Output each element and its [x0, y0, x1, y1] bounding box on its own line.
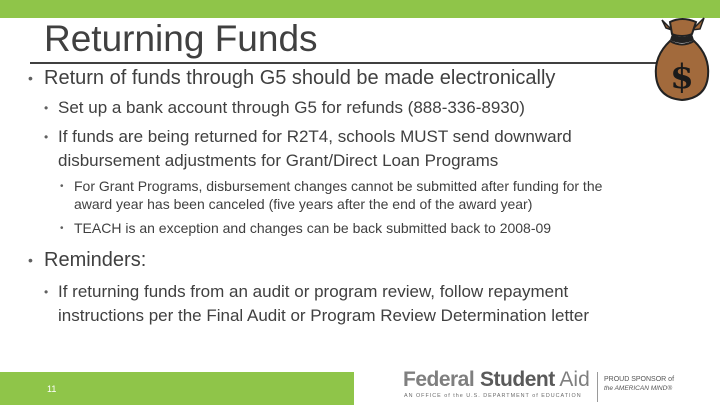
bullet-l2 — [44, 281, 569, 303]
bullet-dot: • — [60, 181, 64, 192]
sponsor-line: the AMERICAN MIND® — [604, 385, 673, 392]
svg-text:$: $ — [670, 57, 694, 97]
bullet-text: instructions per the Final Audit or Program Review Determination letter — [58, 306, 590, 325]
logo-divider — [597, 372, 598, 402]
logo-word: Student — [480, 368, 555, 391]
bullet-text: Reminders: — [44, 249, 147, 271]
money-bag-icon — [652, 14, 712, 106]
bullet-continuation — [58, 150, 498, 172]
bullet-continuation — [74, 196, 532, 213]
bullet-dot: • — [44, 101, 49, 115]
bullet-text: Set up a bank account through G5 for refunds (888-336-8930) — [58, 98, 525, 117]
bullet-text: disbursement adjustments for Grant/Direct Loan Programs — [58, 151, 499, 170]
slide-title: Returning Funds — [44, 18, 318, 59]
bullet-text: Return of funds through G5 should be made electronically — [44, 67, 556, 89]
bullet-dot: • — [28, 70, 33, 86]
bullet-text: For Grant Programs, disbursement changes cannot be submitted after funding for the — [74, 178, 603, 194]
bullet-l1 — [28, 66, 556, 90]
bullet-dot: • — [44, 130, 49, 144]
bullet-dot: • — [44, 285, 49, 299]
title-underline — [30, 62, 672, 64]
logo-wordmark — [403, 368, 590, 392]
logo-word: Federal — [403, 368, 475, 391]
sponsor-line: PROUD SPONSOR of — [604, 376, 675, 383]
bullet-continuation — [58, 305, 589, 327]
logo-tagline: AN OFFICE of the U.S. DEPARTMENT of EDUCATION — [404, 393, 582, 399]
bullet-text: If returning funds from an audit or program review, follow repayment — [58, 282, 569, 301]
bullet-l2 — [44, 126, 572, 148]
logo-word: Aid — [559, 368, 590, 391]
bullet-text: award year has been canceled (five years after the end of the award year) — [74, 196, 533, 212]
top-accent-bar — [0, 0, 720, 18]
bullet-l2 — [44, 97, 525, 119]
bullet-l3 — [60, 178, 603, 195]
bullet-l1 — [28, 248, 147, 272]
bullet-text: If funds are being returned for R2T4, schools MUST send downward — [58, 127, 572, 146]
page-number: 11 — [47, 384, 57, 394]
bullet-dot: • — [28, 252, 33, 268]
sponsor-text — [604, 375, 716, 393]
bullet-l3 — [60, 220, 552, 237]
bullet-text: TEACH is an exception and changes can be back submitted back to 2008-09 — [74, 220, 552, 236]
bullet-dot: • — [60, 223, 64, 234]
